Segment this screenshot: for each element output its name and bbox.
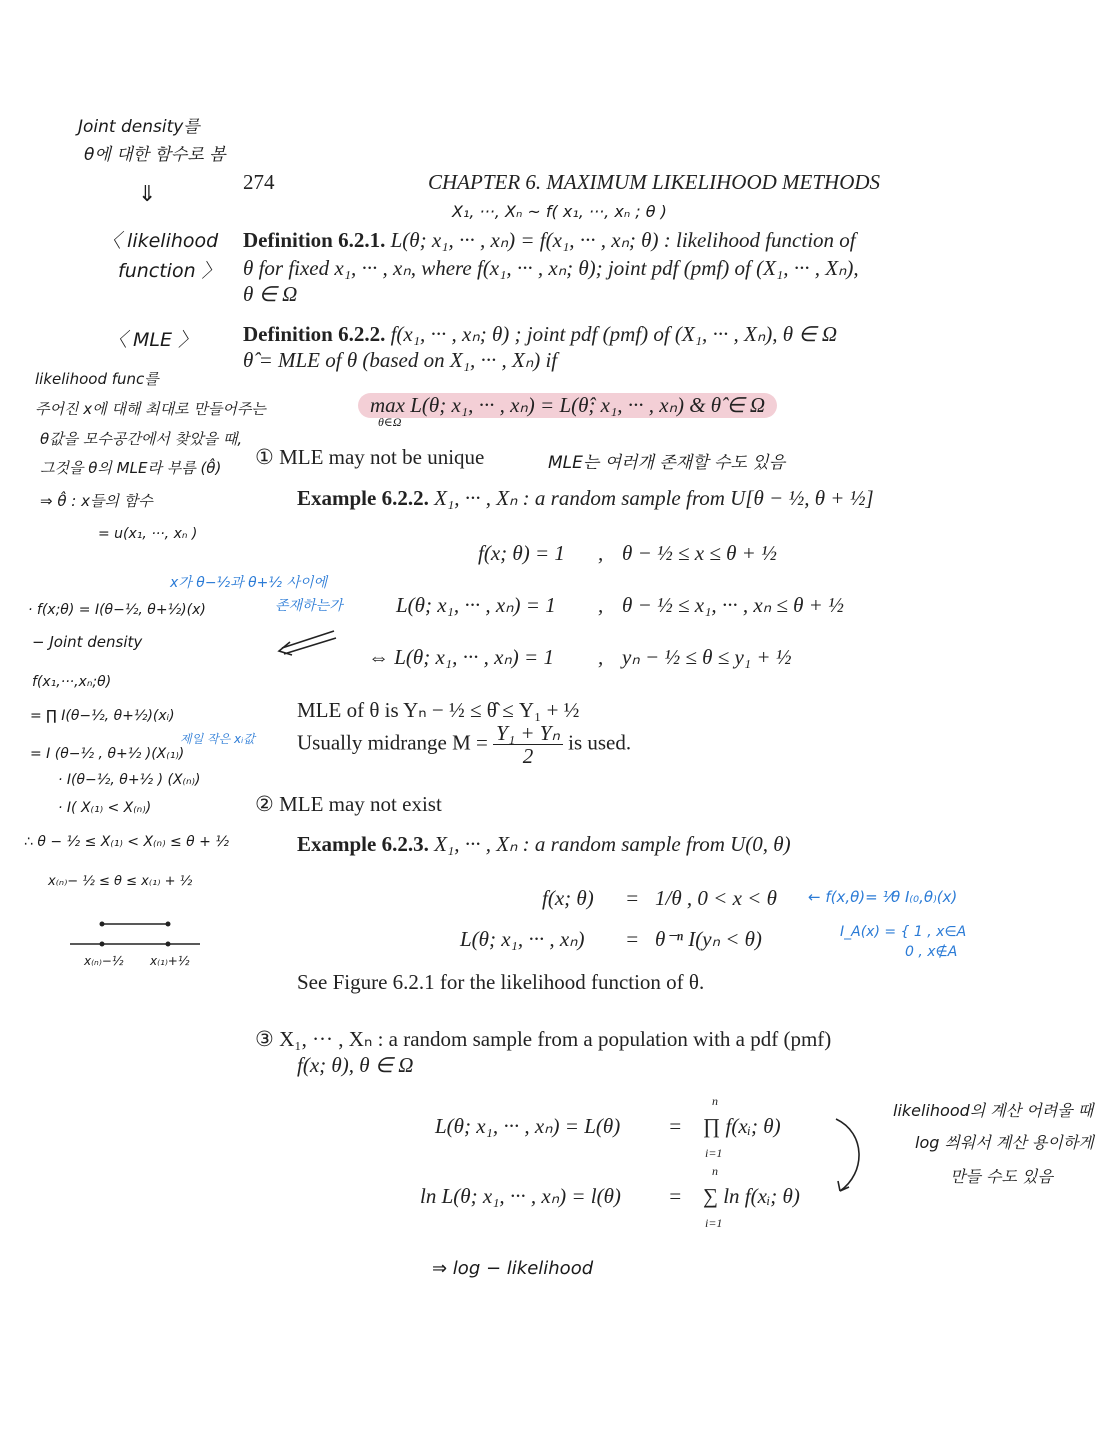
- handwritten-indicator-order: · I( X₍₁₎ < X₍ₙ₎): [58, 800, 152, 816]
- eq-likelihood-product-rhs: ∏ f(xᵢ; θ): [703, 1114, 781, 1138]
- eq-loglikelihood-lhs: ln L(θ; x₁, ··· , xₙ) = l(θ): [420, 1184, 621, 1208]
- handwritten-mle-not-unique: MLE는 여러개 존재할 수도 있음: [548, 453, 786, 473]
- equals-sign: =: [668, 1114, 683, 1138]
- double-arrow-left-icon: [276, 628, 338, 658]
- number-line-sketch: [66, 912, 206, 952]
- chapter-title: CHAPTER 6. MAXIMUM LIKELIHOOD METHODS: [428, 170, 881, 194]
- eq-f-uniform: f(x; θ) = 1: [478, 541, 565, 565]
- eq-f-uniform-0-rhs: 1/θ , 0 < x < θ: [655, 886, 777, 910]
- handwritten-product-line: = ∏ I(θ−½, θ+½)(xᵢ): [30, 708, 175, 724]
- handwritten-likelihood-1: 〈 likelihood: [102, 230, 219, 252]
- eq-loglikelihood-rhs: ∑ ln f(xᵢ; θ): [703, 1184, 800, 1208]
- handwritten-log-likelihood: ⇒ log − likelihood: [432, 1258, 594, 1279]
- number-line-right-label: x₍₁₎+½: [150, 954, 190, 968]
- handwritten-therefore: ∴ θ − ½ ≤ X₍₁₎ < X₍ₙ₎ ≤ θ + ½: [24, 834, 229, 850]
- number-line-left-label: x₍ₙ₎−½: [84, 954, 124, 968]
- example-text: X₁, ··· , Xₙ : a random sample from U[θ − ½, θ + ½]: [434, 486, 874, 510]
- handwritten-mle-note-2: 주어진 x에 대해 최대로 만들어주는: [35, 400, 266, 418]
- definition-text: L(θ; x₁, ··· , xₙ) = f(x₁, ··· , xₙ; θ) : likelihood function of: [390, 228, 856, 252]
- product-lower-limit: i=1: [705, 1146, 723, 1160]
- eq-f-uniform-range: θ − ½ ≤ x ≤ θ + ½: [622, 541, 777, 565]
- sum-upper-limit: n: [712, 1164, 718, 1178]
- sum-lower-limit: i=1: [705, 1216, 723, 1230]
- handwritten-joint-density-2: θ에 대한 함수로 봄: [84, 145, 226, 165]
- handwritten-log-note-1: likelihood의 계산 어려울 때: [893, 1101, 1094, 1120]
- max-subscript: θ∈Ω: [378, 415, 402, 429]
- point-1: ① MLE may not be unique: [255, 445, 485, 469]
- definition-6-2-2: [243, 322, 837, 347]
- comma-separator: ,: [598, 541, 604, 565]
- definition-6-2-1-line2: θ for fixed x₁, ··· , xₙ, where f(x₁, ··· , xₙ; θ); joint pdf (pmf) of (X₁, ··· , Xₙ),: [243, 256, 859, 280]
- point-3-line2: f(x; θ), θ ∈ Ω: [297, 1053, 414, 1077]
- handwritten-blue-note-2: 존재하는가: [275, 598, 343, 614]
- definition-6-2-1-line3: θ ∈ Ω: [243, 282, 298, 306]
- definition-title: Definition 6.2.2.: [243, 322, 386, 346]
- handwritten-f-indicator: · f(x;θ) = I(θ−½, θ+½)(x): [28, 602, 206, 618]
- down-arrow-icon: ⇓: [138, 182, 157, 207]
- example-title: Example 6.2.2.: [297, 486, 429, 510]
- handwritten-indicator-min: = I (θ−½ , θ+½ )(X₍₁₎): [30, 746, 185, 762]
- midrange-denominator: 2: [522, 744, 534, 769]
- example-text: X₁, ··· , Xₙ : a random sample from U(0, θ): [434, 832, 791, 856]
- midrange-line: [297, 722, 631, 767]
- handwritten-mle-note-3: θ값을 모수공간에서 찾았을 때,: [40, 430, 243, 448]
- handwritten-range: x₍ₙ₎− ½ ≤ θ ≤ x₍₁₎ + ½: [48, 874, 193, 889]
- handwritten-mle-note-1: likelihood func를: [35, 370, 159, 388]
- handwritten-likelihood-2: function 〉: [118, 260, 221, 282]
- eq-likelihood-product-lhs: L(θ; x₁, ··· , xₙ) = L(θ): [435, 1114, 621, 1138]
- comma-separator: ,: [598, 593, 604, 617]
- handwritten-joint-density-label: − Joint density: [32, 633, 143, 651]
- eq-likelihood: L(θ; x₁, ··· , xₙ) = 1: [396, 593, 556, 617]
- handwritten-mle-label: 〈 MLE 〉: [108, 329, 198, 351]
- handwritten-joint-density-1: Joint density를: [78, 117, 200, 137]
- midrange-fraction: [493, 722, 563, 767]
- eq-likelihood-0: L(θ; x₁, ··· , xₙ): [460, 927, 585, 951]
- eq-f-uniform-0: f(x; θ): [542, 886, 594, 910]
- handwritten-indicator-f: ← f(x,θ)= ¹⁄θ I₍₀,θ₎(x): [808, 888, 958, 906]
- mle-max-equation: max L(θ; x₁, ··· , xₙ) = L(θ̂; x₁, ··· , xₙ) & θ̂ ∈ Ω: [358, 393, 777, 418]
- midrange-numerator: Y₁ + Yₙ: [493, 722, 563, 745]
- handwritten-indicator-max: · I(θ−½, θ+½ ) (X₍ₙ₎): [58, 772, 201, 788]
- mle-of-theta: MLE of θ is Yₙ − ½ ≤ θ̂ ≤ Y₁ + ½: [297, 698, 580, 722]
- handwritten-joint-f: f(x₁,···,xₙ;θ): [32, 674, 112, 690]
- eq-likelihood-0-rhs: θ⁻ⁿ I(yₙ < θ): [655, 927, 762, 951]
- point-3: ③ X₁, ··· , Xₙ : a random sample from a population with a pdf (pmf): [255, 1027, 832, 1051]
- midrange-label: Usually midrange M =: [297, 730, 488, 755]
- handwritten-log-note-2: log 씌워서 계산 용이하게: [915, 1133, 1094, 1152]
- handwritten-mle-note-4: 그것을 θ의 MLE라 부름 (θ̂): [40, 459, 222, 477]
- example-6-2-2: [297, 486, 874, 511]
- handwritten-theta-hat-1: ⇒ θ̂ : x들의 함수: [40, 492, 153, 510]
- equals-sign: =: [625, 927, 640, 951]
- midrange-suffix: is used.: [568, 730, 632, 755]
- example-title: Example 6.2.3.: [297, 832, 429, 856]
- handwritten-blue-note-3: 제일 작은 xᵢ값: [180, 732, 255, 746]
- definition-text: f(x₁, ··· , xₙ; θ) ; joint pdf (pmf) of (X₁, ··· , Xₙ), θ ∈ Ω: [390, 322, 838, 346]
- example-6-2-3: [297, 832, 791, 857]
- comma-separator: ,: [598, 645, 604, 669]
- eq-likelihood-range: θ − ½ ≤ x₁, ··· , xₙ ≤ θ + ½: [622, 593, 844, 617]
- product-upper-limit: n: [712, 1094, 718, 1108]
- handwritten-blue-note-1: x가 θ−½과 θ+½ 사이에: [170, 575, 327, 591]
- equals-sign: =: [668, 1184, 683, 1208]
- eq-likelihood-equiv: ⇔ L(θ; x₁, ··· , xₙ) = 1: [368, 645, 554, 669]
- point-2: ② MLE may not exist: [255, 792, 442, 816]
- see-figure-note: See Figure 6.2.1 for the likelihood function of θ.: [297, 970, 705, 994]
- handwritten-indicator-def-1: I_A(x) = { 1 , x∈A: [840, 924, 967, 940]
- handwritten-indicator-def-2: 0 , x∉A: [905, 944, 958, 960]
- handwritten-distribution-note: X₁, ···, Xₙ ~ f( x₁, ···, xₙ ; θ ): [452, 202, 667, 221]
- handwritten-theta-hat-2: = u(x₁, ···, xₙ ): [98, 526, 198, 542]
- equals-sign: =: [625, 886, 640, 910]
- handwritten-log-note-3: 만들 수도 있음: [950, 1167, 1053, 1186]
- definition-6-2-2-line2: θ̂ = MLE of θ (based on X₁, ··· , Xₙ) if: [243, 348, 558, 372]
- page-number: 274: [243, 170, 275, 194]
- definition-title: Definition 6.2.1.: [243, 228, 386, 252]
- definition-6-2-1: [243, 228, 856, 253]
- eq-theta-range: yₙ − ½ ≤ θ ≤ y₁ + ½: [622, 645, 792, 669]
- curved-arrow-icon: [832, 1115, 872, 1197]
